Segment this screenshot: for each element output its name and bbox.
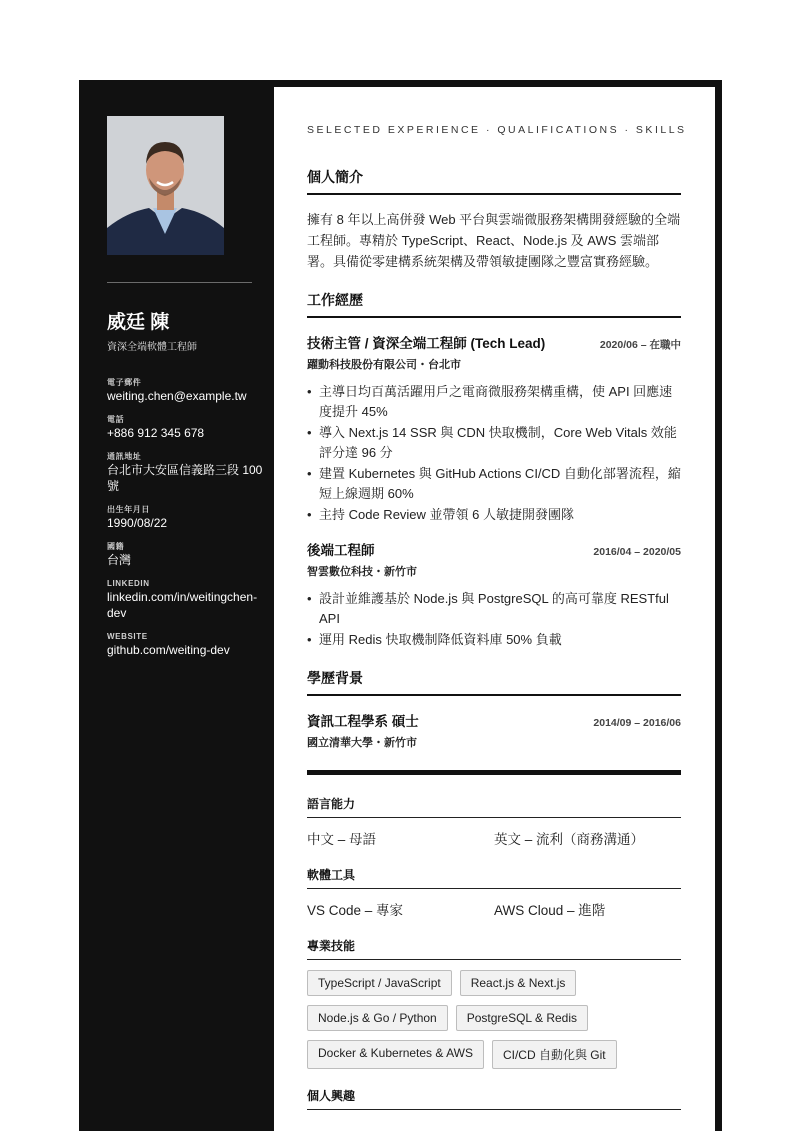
- bullet-item: • 設計並維護基於 Node.js 與 PostgreSQL 的高可靠度 RESTful API: [307, 589, 681, 629]
- linkedin-link[interactable]: linkedin.com/in/weitingchen-dev: [107, 590, 258, 620]
- experience-section: [307, 290, 681, 650]
- website-link[interactable]: github.com/weiting-dev: [107, 643, 230, 657]
- full-name: 威廷 陳: [107, 312, 170, 333]
- job-date: 2020/06 – 在職中: [599, 339, 681, 351]
- email-value[interactable]: weiting.chen@example.tw: [107, 389, 247, 403]
- section-divider: [307, 770, 681, 775]
- birthdate-value: 1990/08/22: [107, 516, 168, 530]
- phone-value: +886 912 345 678: [107, 426, 205, 440]
- interests-block: [307, 1087, 681, 1110]
- bullet-item: • 運用 Redis 快取機制降低資料庫 50% 負載: [307, 630, 681, 650]
- job-title: 後端工程師: [307, 543, 375, 558]
- job-company: 躍動科技股份有限公司・台北市: [307, 359, 461, 371]
- main-content: [274, 87, 715, 1131]
- bullet-item: • 主持 Code Review 並帶領 6 人敏捷開發團隊: [307, 505, 681, 525]
- nationality-value: 台灣: [107, 553, 132, 567]
- languages-block: [307, 795, 681, 848]
- section-title: 學歷背景: [307, 668, 681, 696]
- skill-chip: TypeScript / JavaScript: [307, 970, 452, 996]
- bullet-item: • 主導日均百萬活躍用戶之電商微服務架構重構，使 API 回應速度提升 45%: [307, 382, 681, 422]
- contact-label: 通訊地址: [107, 452, 142, 461]
- contact-linkedin: [107, 578, 272, 621]
- contact-label: 出生年月日: [107, 505, 150, 514]
- contact-address: [107, 451, 272, 494]
- skill-chip: React.js & Next.js: [460, 970, 577, 996]
- sidebar: [79, 87, 274, 1131]
- job-date: 2016/04 – 2020/05: [593, 546, 681, 558]
- subsection-title: 個人興趣: [307, 1087, 681, 1110]
- job-bullets: [307, 589, 681, 650]
- job-role: 資深全端軟體工程師: [107, 342, 197, 353]
- address-value: 台北市大安區信義路三段 100 號: [107, 463, 263, 493]
- section-title: 工作經歷: [307, 290, 681, 318]
- contact-label: 電話: [107, 415, 125, 424]
- contact-website: [107, 631, 272, 658]
- contact-birthdate: [107, 504, 272, 531]
- degree-title: 資訊工程學系 碩士: [307, 714, 419, 729]
- profile-photo: [107, 116, 224, 255]
- contact-label: 電子郵件: [107, 378, 142, 387]
- education-date: 2014/09 – 2016/06: [593, 717, 681, 729]
- school-name: 國立清華大學・新竹市: [307, 737, 417, 749]
- skill-chip: CI/CD 自動化與 Git: [492, 1040, 617, 1069]
- sidebar-divider: [107, 282, 252, 283]
- language-item: 英文 – 流利（商務溝通）: [494, 832, 645, 847]
- contact-nationality: [107, 541, 272, 568]
- contact-phone: [107, 414, 272, 441]
- job-bullets: [307, 382, 681, 525]
- skills-block: [307, 937, 681, 1069]
- subsection-title: 語言能力: [307, 795, 681, 818]
- tagline: SELECTED EXPERIENCE · QUALIFICATIONS · SKILLS: [307, 124, 687, 136]
- job-company: 智雲數位科技・新竹市: [307, 566, 417, 578]
- bullet-item: • 建置 Kubernetes 與 GitHub Actions CI/CD 自動化部署流程，縮短上線週期 60%: [307, 464, 681, 504]
- skill-chip: PostgreSQL & Redis: [456, 1005, 588, 1031]
- education-section: [307, 668, 681, 750]
- skill-chip: Docker & Kubernetes & AWS: [307, 1040, 484, 1069]
- job-entry: [307, 539, 681, 650]
- tool-item: AWS Cloud – 進階: [494, 903, 606, 918]
- contact-email: [107, 377, 272, 404]
- bullet-item: • 導入 Next.js 14 SSR 與 CDN 快取機制，Core Web Vitals 效能評分達 96 分: [307, 423, 681, 463]
- contact-list: [107, 377, 272, 668]
- summary-text: 擁有 8 年以上高併發 Web 平台與雲端微服務架構開發經驗的全端工程師。專精於 TypeScript、React、Node.js 及 AWS 雲端部署。具備從零建構系統架構及帶領敏捷團隊之豐富實務經驗。: [307, 212, 681, 269]
- skill-chip: Node.js & Go / Python: [307, 1005, 448, 1031]
- job-entry: [307, 332, 681, 525]
- contact-label: 國籍: [107, 542, 125, 551]
- contact-label: WEBSITE: [107, 632, 148, 641]
- subsection-title: 專業技能: [307, 937, 681, 960]
- subsection-title: 軟體工具: [307, 866, 681, 889]
- contact-label: LINKEDIN: [107, 579, 150, 588]
- tools-block: [307, 866, 681, 919]
- job-title: 技術主管 / 資深全端工程師 (Tech Lead): [307, 336, 546, 351]
- tool-item: VS Code – 專家: [307, 903, 404, 918]
- summary-section: [307, 167, 681, 272]
- section-title: 個人簡介: [307, 167, 681, 195]
- language-item: 中文 – 母語: [307, 832, 377, 847]
